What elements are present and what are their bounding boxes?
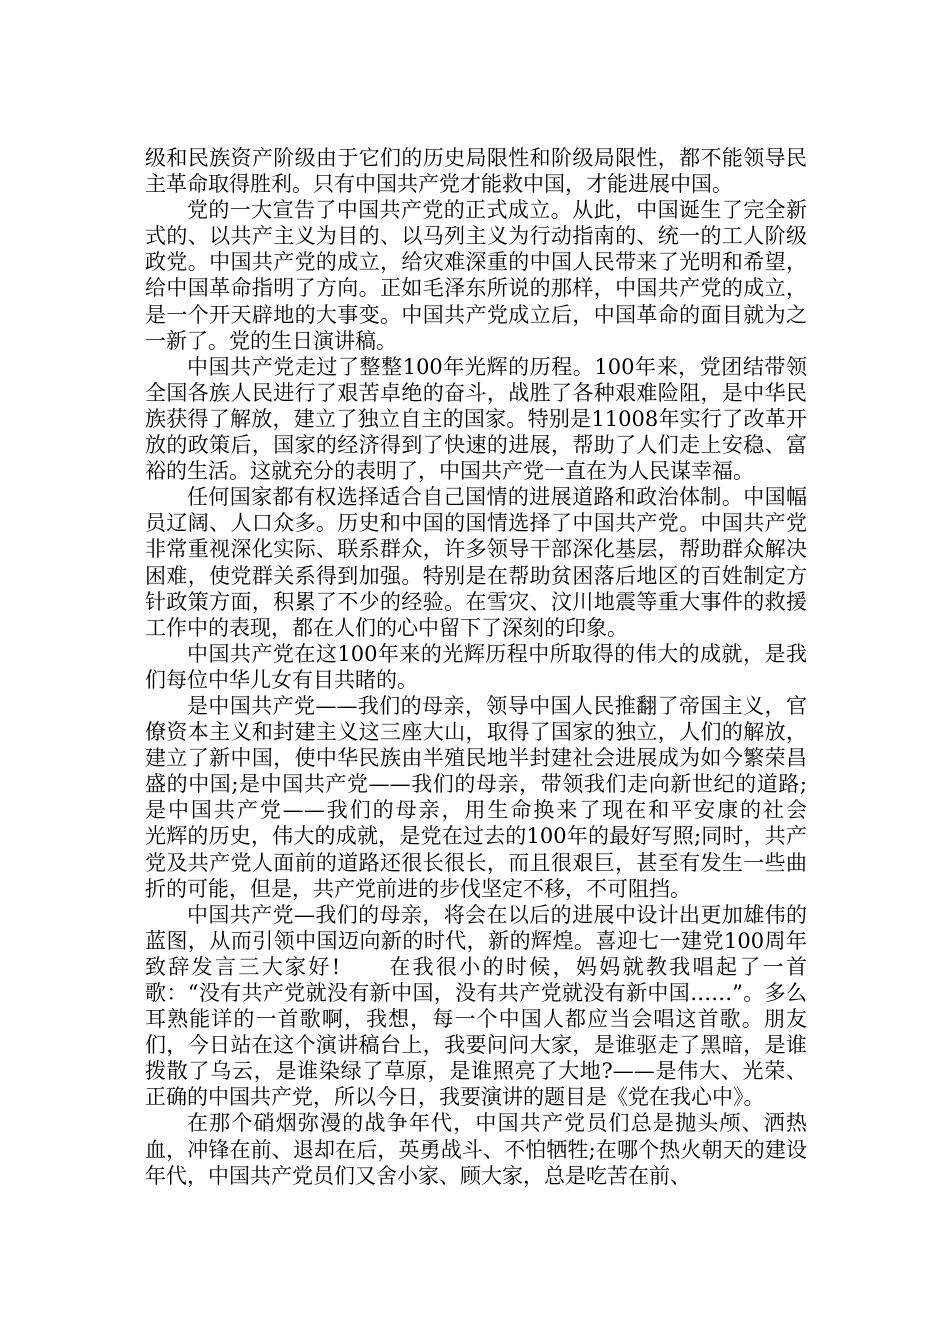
paragraph-7: 中国共产党—我们的母亲，将会在以后的进展中设计出更加雄伟的蓝图，从而引领中国迈向新的时代，新的辉煌。喜迎七一建党100周年致辞发言三大家好! 在我很小的时候，妈妈就教我唱起了一首歌：“没有共产党就没有新中国，没有共产党就没有新中国……”。多么耳熟能详的一首歌啊，我想，每一个中国人都应当会唱这首歌。朋友们，今日站在这个演讲稿台上，我要问问大家，是谁驱走了黑暗，是谁拨散了乌云，是谁染绿了草原，是谁照亮了大地?——是伟大、光荣、正确的中国共产党，所以今日，我要演讲的题目是《党在我心中》。 xyxy=(145,902,807,1110)
paragraph-2: 党的一大宣告了中国共产党的正式成立。从此，中国诞生了完全新式的、以共产主义为目的、以马列主义为行动指南的、统一的工人阶级政党。中国共产党的成立，给灾难深重的中国人民带来了光明和希望，给中国革命指明了方向。正如毛泽东所说的那样，中国共产党的成立，是一个开天辟地的大事变。中国共产党成立后，中国革命的面目就为之一新了。党的生日演讲稿。 xyxy=(145,198,807,353)
paragraph-4: 任何国家都有权选择适合自己国情的进展道路和政治体制。中国幅员辽阔、人口众多。历史和中国的国情选择了中国共产党。中国共产党非常重视深化实际、联系群众，许多领导干部深化基层，帮助群众解决困难，使党群关系得到加强。特别是在帮助贫困落后地区的百姓制定方针政策方面，积累了不少的经验。在雪灾、汶川地震等重大事件的救援工作中的表现，都在人们的心中留下了深刻的印象。 xyxy=(145,485,807,640)
document-page xyxy=(145,145,849,1189)
paragraph-6: 是中国共产党——我们的母亲，领导中国人民推翻了帝国主义，官僚资本主义和封建主义这三座大山，取得了国家的独立，人们的解放，建立了新中国，使中华民族由半殖民地半封建社会进展成为如今繁荣昌盛的中国;是中国共产党——我们的母亲，带领我们走向新世纪的道路;是中国共产党——我们的母亲，用生命换来了现在和平安康的社会 光辉的历史，伟大的成就，是党在过去的100年的最好写照;同时，共产党及共产党人面前的道路还很长很长，而且很艰巨，甚至有发生一些曲折的可能，但是，共产党前进的步伐坚定不移，不可阻挡。 xyxy=(145,693,849,901)
paragraph-3: 中国共产党走过了整整100年光辉的历程。100年来，党团结带领全国各族人民进行了艰苦卓绝的奋斗，战胜了各种艰难险阻，是中华民族获得了解放，建立了独立自主的国家。特别是11008年实行了改革开放的政策后，国家的经济得到了快速的进展，帮助了人们走上安稳、富裕的生活。这就充分的表明了，中国共产党一直在为人民谋幸福。 xyxy=(145,354,807,484)
paragraph-1: 级和民族资产阶级由于它们的历史局限性和阶级局限性，都不能领导民主革命取得胜利。只有中国共产党才能救中国，才能进展中国。 xyxy=(145,146,807,197)
paragraph-5: 中国共产党在这100年来的光辉历程中所取得的伟大的成就，是我们每位中华儿女有目共睹的。 xyxy=(145,641,807,692)
paragraph-8: 在那个硝烟弥漫的战争年代，中国共产党员们总是抛头颅、洒热血，冲锋在前、退却在后，英勇战斗、不怕牺牲;在哪个热火朝天的建设年代，中国共产党员们又舍小家、顾大家，总是吃苦在前、 xyxy=(145,1111,807,1188)
